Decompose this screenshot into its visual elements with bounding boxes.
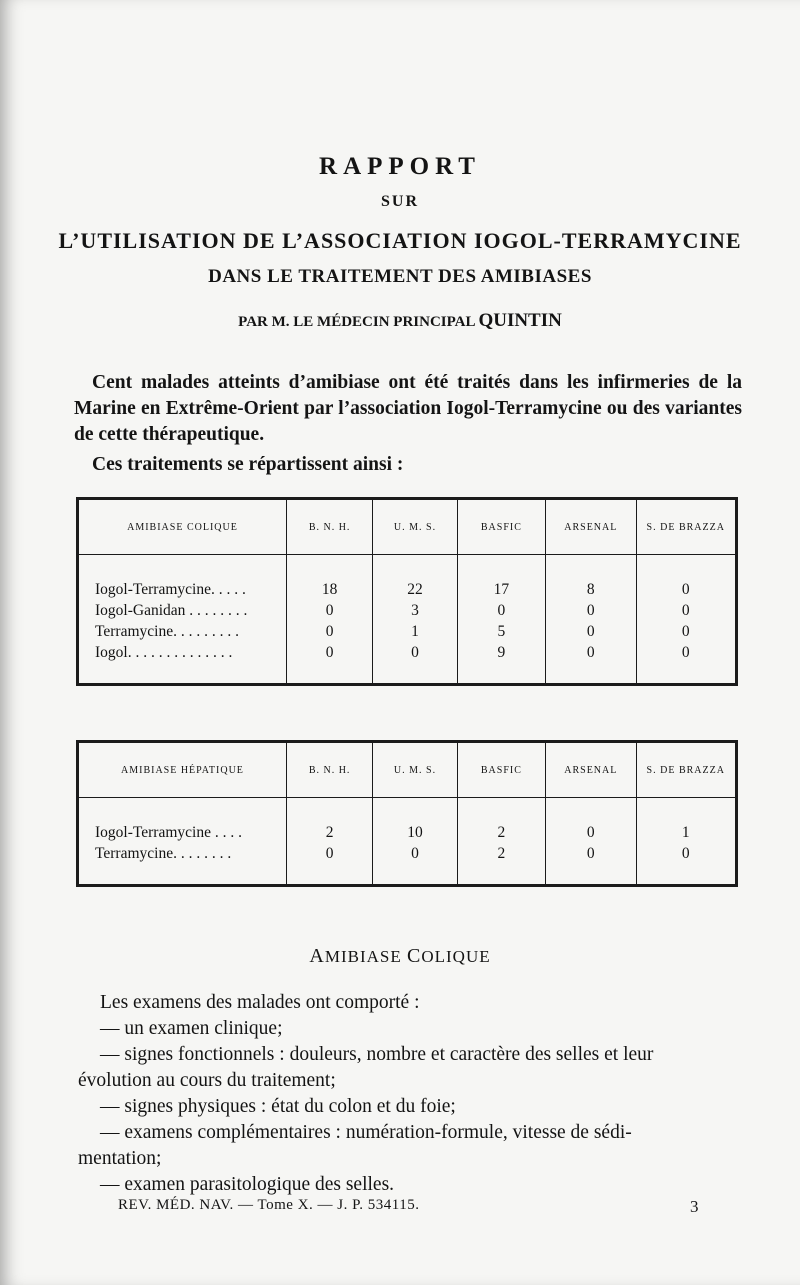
table-cell: 18 [286,579,372,600]
table-cell: 0 [546,621,636,642]
report-title: RAPPORT [319,153,481,180]
table-cell: 22 [373,579,457,600]
table-header-row [78,742,737,798]
table-header-cell: ARSENAL [546,742,636,798]
table-row [78,642,737,663]
hepatic-amoebiasis-table [76,740,738,887]
table-row [78,822,737,843]
table-header-cell: ARSENAL [546,499,636,555]
treatment-label: Iogol. . . . . . . . . . . . . . [95,643,233,661]
table-cell: 0 [457,600,545,621]
table-cell: 10 [373,822,457,843]
table-cell: 0 [286,600,372,621]
intro-paragraph: Cent malades atteints d’amibiase ont été traités dans les infirmeries de la Marine en Extrême-Orient par l’association Iogol-Terramycine ou des variantes de cette thérapeutique. [74,372,742,445]
treatment-label: Iogol-Ganidan . . . . . . . . [95,601,248,619]
author-line [0,310,800,332]
body-line: — examen parasitologique des selles. [100,1174,395,1195]
table-cell: 0 [636,579,737,600]
table-cell: 17 [457,579,545,600]
table-cell: 2 [457,822,545,843]
table-header-cell: AMIBIASE COLIQUE [78,499,287,555]
table-cell: 0 [546,600,636,621]
table-cell: 8 [546,579,636,600]
treatment-label: Terramycine. . . . . . . . . [95,622,239,640]
page-number: 3 [690,1197,699,1216]
colic-amoebiasis-table [76,497,738,686]
table-cell: 0 [546,822,636,843]
table-cell: 2 [457,843,545,864]
table-cell: 3 [373,600,457,621]
table-cell: 0 [636,642,737,663]
body-line: — signes fonctionnels : douleurs, nombre et caractère des selles et leur [100,1044,654,1065]
table-header-cell: S. DE BRAZZA [636,499,737,555]
table-cell: 0 [636,843,737,864]
table-header-cell: B. N. H. [286,742,372,798]
table-row [78,579,737,600]
table-cell: 9 [457,642,545,663]
body-line: — un examen clinique; [100,1018,283,1039]
table-row [78,600,737,621]
section-heading: AMIBIASE COLIQUE [309,945,491,967]
table-cell: 0 [286,843,372,864]
report-subtitle: DANS LE TRAITEMENT DES AMIBIASES [208,266,592,287]
table-row [78,843,737,864]
journal-reference: REV. MÉD. NAV. — Tome X. — J. P. 534115. [118,1197,420,1213]
body-line: — examens complémentaires : numération-formule, vitesse de sédi- [100,1122,632,1143]
table-header-cell: BASFIC [457,499,545,555]
treatment-label: Terramycine. . . . . . . . [95,844,232,862]
table-cell: 2 [286,822,372,843]
treatment-label: Iogol-Terramycine . . . . [95,823,242,841]
table-cell: 0 [636,621,737,642]
table-header-cell: B. N. H. [286,499,372,555]
table-cell: 1 [373,621,457,642]
table-cell: 0 [373,642,457,663]
author-rank: PAR M. LE MÉDECIN PRINCIPAL [238,314,475,330]
body-line: Les examens des malades ont comporté : [100,992,420,1013]
table-header-cell: S. DE BRAZZA [636,742,737,798]
table-header-row [78,499,737,555]
table-cell: 0 [546,642,636,663]
body-line: — signes physiques : état du colon et du foie; [100,1096,456,1117]
table-header-cell: U. M. S. [373,499,457,555]
table-cell: 0 [546,843,636,864]
body-line: évolution au cours du traitement; [78,1070,336,1091]
report-title-sur: SUR [380,193,419,210]
table-row [78,621,737,642]
table-cell: 0 [636,600,737,621]
author-name: QUINTIN [478,310,562,331]
report-main-title: L’UTILISATION DE L’ASSOCIATION IOGOL-TERRAMYCINE [58,228,742,253]
table-cell: 5 [457,621,545,642]
table-cell: 1 [636,822,737,843]
table-header-cell: BASFIC [457,742,545,798]
table-cell: 0 [286,642,372,663]
treatment-label: Iogol-Terramycine. . . . . [95,580,246,598]
body-text [78,990,748,1198]
body-line: mentation; [78,1148,162,1169]
table-header-cell: AMIBIASE HÉPATIQUE [78,742,287,798]
table-cell: 0 [373,843,457,864]
table-header-cell: U. M. S. [373,742,457,798]
table-cell: 0 [286,621,372,642]
lead-sentence: Ces traitements se répartissent ainsi : [92,454,404,475]
